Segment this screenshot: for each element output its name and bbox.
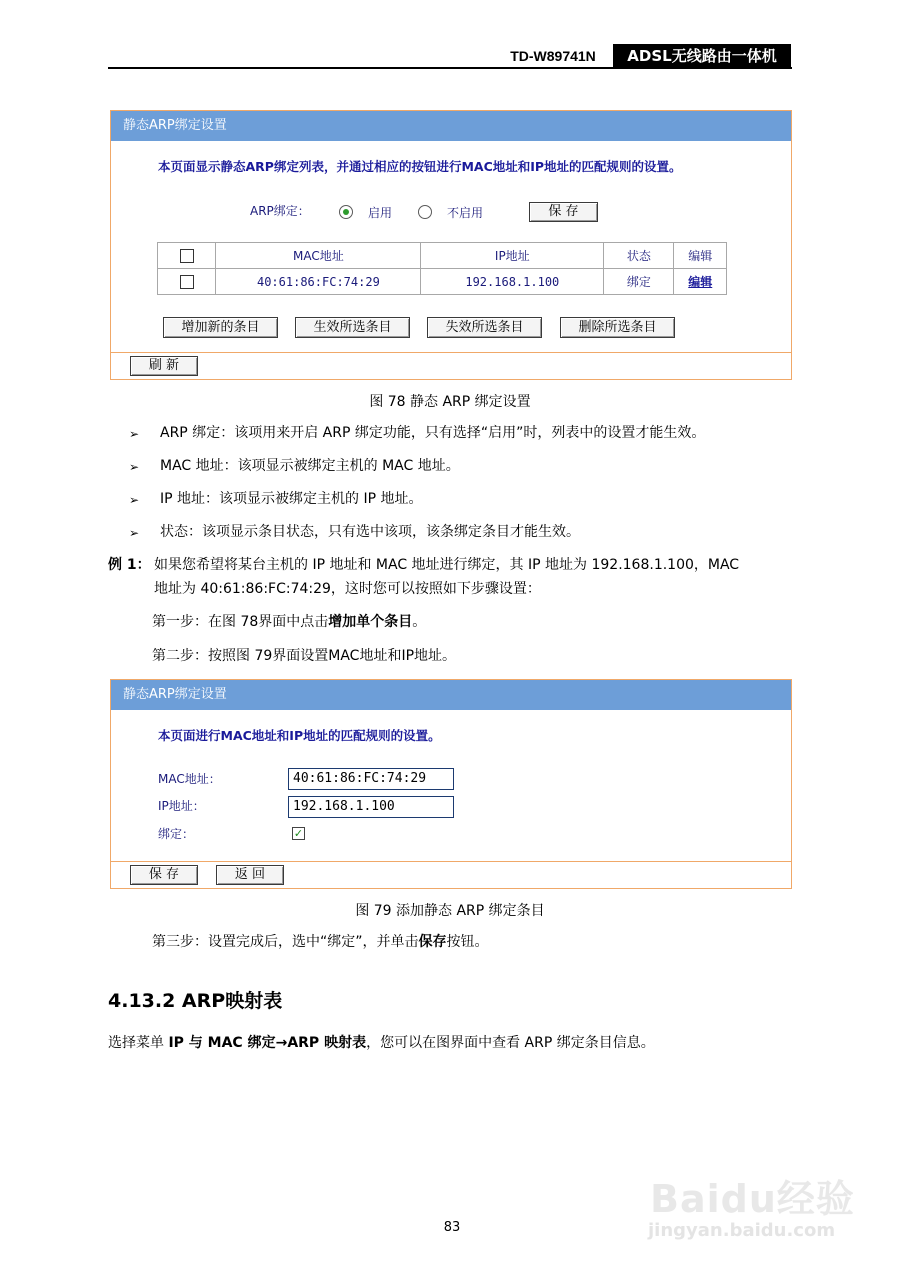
panel-title: 静态ARP绑定设置: [111, 680, 791, 710]
panel-title: 静态ARP绑定设置: [111, 111, 791, 141]
select-all-cell: [158, 243, 216, 269]
arp-table: [157, 242, 727, 295]
panel-description: 本页面显示静态ARP绑定列表，并通过相应的按钮进行MAC地址和IP地址的匹配规则的设置。: [158, 159, 682, 174]
step-2: 第二步：按照图 79界面设置MAC地址和IP地址。: [152, 648, 457, 664]
bullet-icon: ➢: [129, 493, 140, 507]
header-rule: [108, 67, 792, 69]
radio-disable[interactable]: [418, 205, 432, 219]
bullet-text: MAC 地址：该项显示被绑定主机的 MAC 地址。: [160, 458, 460, 474]
panel-footer: [111, 861, 791, 888]
save-button[interactable]: 保 存: [529, 202, 598, 222]
step-3-prefix: 第三步：设置完成后，选中“绑定”，并单击: [152, 934, 419, 950]
header-ip: IP地址: [421, 243, 604, 269]
ip-address-label: IP地址：: [158, 799, 205, 813]
cell-edit: [674, 269, 727, 295]
cell-mac: 40:61:86:FC:74:29: [216, 269, 421, 295]
bullet-text: ARP 绑定：该项用来开启 ARP 绑定功能，只有选择“启用”时，列表中的设置才能生效。: [160, 425, 706, 441]
edit-link[interactable]: 编辑: [688, 275, 713, 289]
panel-description: 本页面进行MAC地址和IP地址的匹配规则的设置。: [158, 728, 441, 743]
example-line-1: 如果您希望将某台主机的 IP 地址和 MAC 地址进行绑定，其 IP 地址为 192.168.1.100，MAC: [154, 557, 740, 573]
step-3-suffix: 按钮。: [446, 934, 489, 950]
section-text: [108, 1033, 655, 1053]
figure-78-caption: 图 78 静态 ARP 绑定设置: [369, 394, 531, 410]
cell-ip: 192.168.1.100: [421, 269, 604, 295]
step-1-prefix: 第一步：在图 78界面中点击: [152, 614, 329, 630]
delete-selected-button[interactable]: 删除所选条目: [560, 317, 675, 338]
enable-selected-button[interactable]: 生效所选条目: [295, 317, 410, 338]
cell-status: 绑定: [604, 269, 674, 295]
baidu-watermark-url: jingyan.baidu.com: [648, 1220, 836, 1241]
figure-79-caption: 图 79 添加静态 ARP 绑定条目: [355, 903, 545, 919]
example-line-2: 地址为 40:61:86:FC:74:29，这时您可以按照如下步骤设置：: [154, 581, 541, 597]
section-text-suffix: ，您可以在图界面中查看 ARP 绑定条目信息。: [366, 1035, 655, 1051]
row-select-cell: [158, 269, 216, 295]
arp-add-entry-panel: [110, 679, 792, 889]
bullet-text: IP 地址：该项显示被绑定主机的 IP 地址。: [160, 491, 423, 507]
header-status: 状态: [604, 243, 674, 269]
bullet-icon: ➢: [129, 427, 140, 441]
radio-disable-label: 不启用: [447, 206, 484, 220]
disable-selected-button[interactable]: 失效所选条目: [427, 317, 542, 338]
select-all-checkbox[interactable]: [180, 249, 194, 263]
add-entry-button[interactable]: 增加新的条目: [163, 317, 278, 338]
step-3: [152, 932, 489, 952]
step-3-bold: 保存: [418, 934, 447, 950]
baidu-watermark-logo: Baidu经验: [650, 1177, 855, 1221]
header-model: TD-W89741N: [510, 48, 596, 64]
section-text-prefix: 选择菜单: [108, 1035, 169, 1051]
header-edit: 编辑: [674, 243, 727, 269]
header-mac: MAC地址: [216, 243, 421, 269]
panel-footer: [111, 352, 791, 379]
section-text-bold: IP 与 MAC 绑定→ARP 映射表: [168, 1035, 367, 1051]
radio-enable-label: 启用: [368, 206, 393, 220]
back-button[interactable]: 返 回: [216, 865, 284, 885]
header-product: ADSL无线路由一体机: [613, 44, 791, 68]
row-checkbox[interactable]: [180, 275, 194, 289]
table-row: [158, 269, 727, 295]
bind-checkbox[interactable]: ✓: [293, 827, 304, 840]
mac-address-input[interactable]: 40:61:86:FC:74:29: [288, 768, 454, 790]
example-label: 例 1：: [108, 557, 151, 573]
refresh-button[interactable]: 刷 新: [130, 356, 198, 376]
table-header-row: [158, 243, 727, 269]
bind-label: 绑定：: [158, 827, 195, 841]
bullet-icon: ➢: [129, 526, 140, 540]
bullet-text: 状态：该项显示条目状态，只有选中该项，该条绑定条目才能生效。: [160, 524, 580, 540]
mac-address-label: MAC地址：: [158, 772, 221, 786]
section-heading: 4.13.2 ARP映射表: [108, 990, 283, 1012]
arp-binding-panel: [110, 110, 792, 380]
save-button[interactable]: 保 存: [130, 865, 198, 885]
radio-enable[interactable]: [339, 205, 353, 219]
arp-binding-label: ARP绑定：: [250, 204, 310, 218]
ip-address-input[interactable]: 192.168.1.100: [288, 796, 454, 818]
step-1-suffix: 。: [412, 614, 427, 630]
bullet-icon: ➢: [129, 460, 140, 474]
step-1: [152, 612, 426, 632]
step-1-bold: 增加单个条目: [328, 614, 413, 630]
page-number: 83: [443, 1220, 461, 1235]
